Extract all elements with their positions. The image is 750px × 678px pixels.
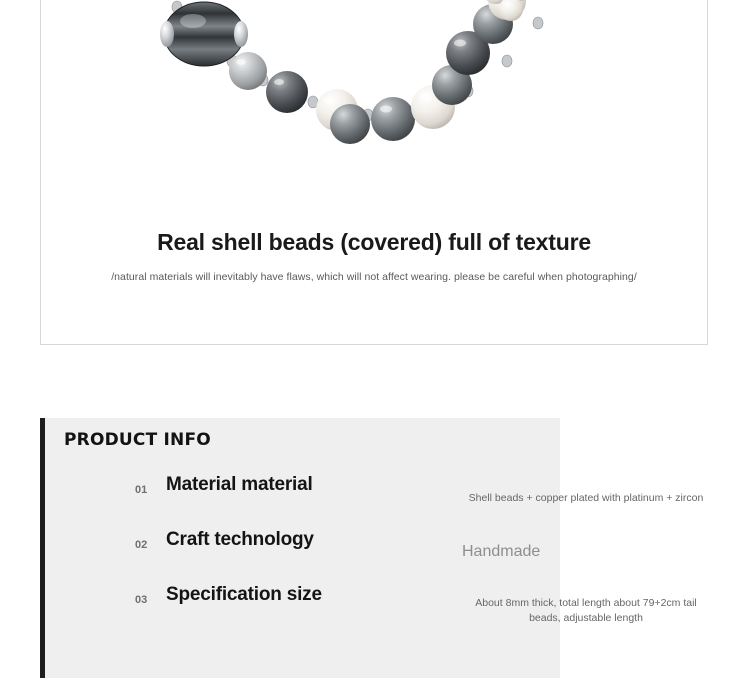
necklace-illustration xyxy=(41,0,708,211)
info-row-label: Craft technology xyxy=(166,529,314,550)
hero-caption: Real shell beads (covered) full of texture xyxy=(157,229,591,255)
info-row-value: Handmade xyxy=(462,543,541,560)
info-row-specification xyxy=(0,576,750,631)
info-row-number: 01 xyxy=(135,484,148,496)
product-info-rows xyxy=(0,466,750,631)
necklace-photo xyxy=(41,0,708,211)
info-row-label: Specification size xyxy=(166,584,322,605)
info-row-number: 02 xyxy=(135,539,148,551)
info-row-number: 03 xyxy=(135,594,148,606)
info-row-material xyxy=(0,466,750,521)
info-row-value: Shell beads + copper plated with platinum + zircon xyxy=(468,492,704,504)
product-info-title: PRODUCT INFO xyxy=(64,430,211,450)
hero-subcaption: /natural materials will inevitably have flaws, which will not affect wearing. please be careful when photographing/ xyxy=(111,271,637,283)
info-row-value: About 8mm thick, total length about 79+2cm tail beads, adjustable length xyxy=(475,597,697,625)
info-row-label: Material material xyxy=(166,474,313,495)
info-row-craft xyxy=(0,521,750,576)
product-image-panel xyxy=(40,0,708,345)
